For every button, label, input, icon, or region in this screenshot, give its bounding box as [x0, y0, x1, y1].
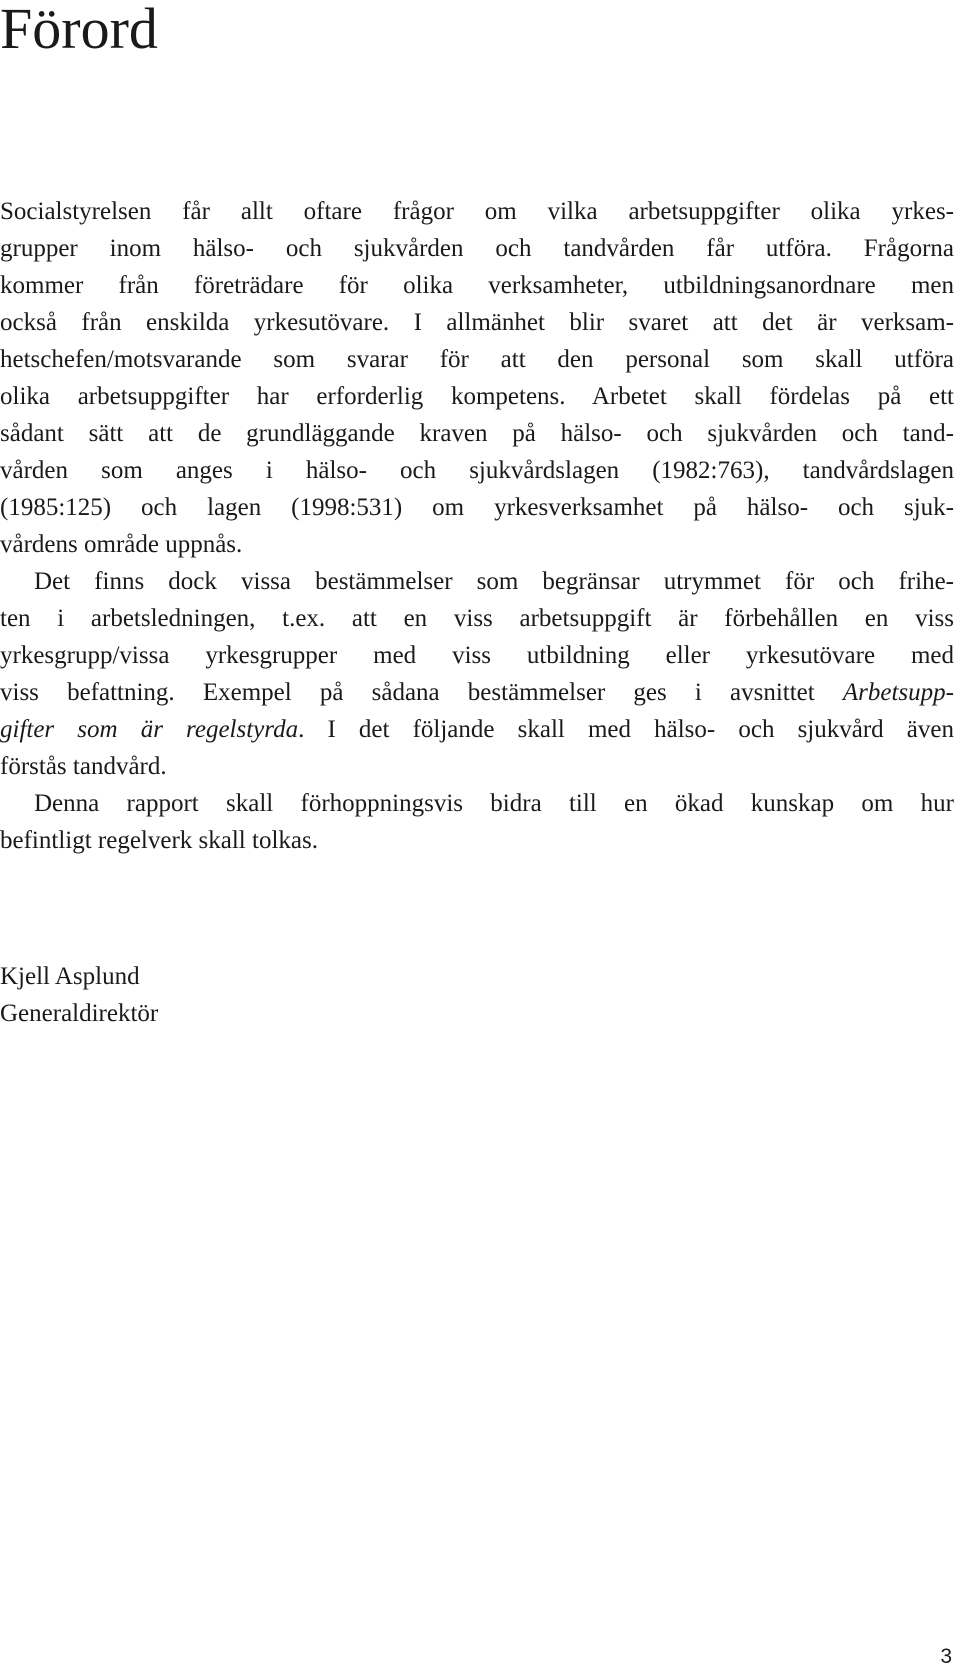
text-line: sådant sätt att de grundläggande kraven på hälso- och sjukvården och tand-: [0, 420, 954, 447]
text-line: grupper inom hälso- och sjukvården och tandvården får utföra. Frågorna: [0, 235, 954, 262]
text-line: befintligt regelverk skall tolkas.: [0, 827, 318, 854]
text-line: Denna rapport skall förhoppningsvis bidra till en ökad kunskap om hur: [34, 790, 954, 817]
text-line: (1985:125) och lagen (1998:531) om yrkesverksamhet på hälso- och sjuk-: [0, 494, 954, 521]
page-title: Förord: [0, 0, 158, 61]
page-number: 3: [940, 1645, 952, 1668]
text-segment: . I det följande skall med hälso- och sjukvård även: [298, 716, 954, 743]
section-reference: Arbetsupp-: [842, 679, 954, 706]
body-text: [0, 193, 954, 859]
signature-role: Generaldirektör: [0, 1000, 159, 1027]
paragraph-report-purpose: [0, 785, 954, 859]
text-line: ten i arbetsledningen, t.ex. att en viss arbetsuppgift är förbehållen en viss: [0, 605, 954, 632]
text-line: Det finns dock vissa bestämmelser som begränsar utrymmet för och frihe-: [34, 568, 954, 595]
text-line: förstås tandvård.: [0, 753, 167, 780]
text-line: vårdens område uppnås.: [0, 531, 243, 558]
signature-name: Kjell Asplund: [0, 963, 140, 990]
text-line: yrkesgrupp/vissa yrkesgrupper med viss utbildning eller yrkesutövare med: [0, 642, 954, 669]
text-line: vården som anges i hälso- och sjukvårdslagen (1982:763), tandvårdslagen: [0, 457, 954, 484]
text-line: [0, 674, 954, 711]
text-line: Socialstyrelsen får allt oftare frågor om vilka arbetsuppgifter olika yrkes-: [0, 198, 954, 225]
text-line: kommer från företrädare för olika verksamheter, utbildningsanordnare men: [0, 272, 954, 299]
paragraph-intro: [0, 193, 954, 563]
signature-block: [0, 958, 158, 1032]
text-line: också från enskilda yrkesutövare. I allmänhet blir svaret att det är verksam-: [0, 309, 954, 336]
text-line: hetschefen/motsvarande som svarar för att den personal som skall utföra: [0, 346, 954, 373]
paragraph-regulations: [0, 563, 954, 785]
text-segment: viss befattning. Exempel på sådana bestämmelser ges i avsnittet: [0, 679, 843, 706]
text-line: [0, 711, 954, 748]
text-line: olika arbetsuppgifter har erforderlig kompetens. Arbetet skall fördelas på ett: [0, 383, 954, 410]
section-reference: gifter som är regelstyrda: [0, 716, 299, 743]
